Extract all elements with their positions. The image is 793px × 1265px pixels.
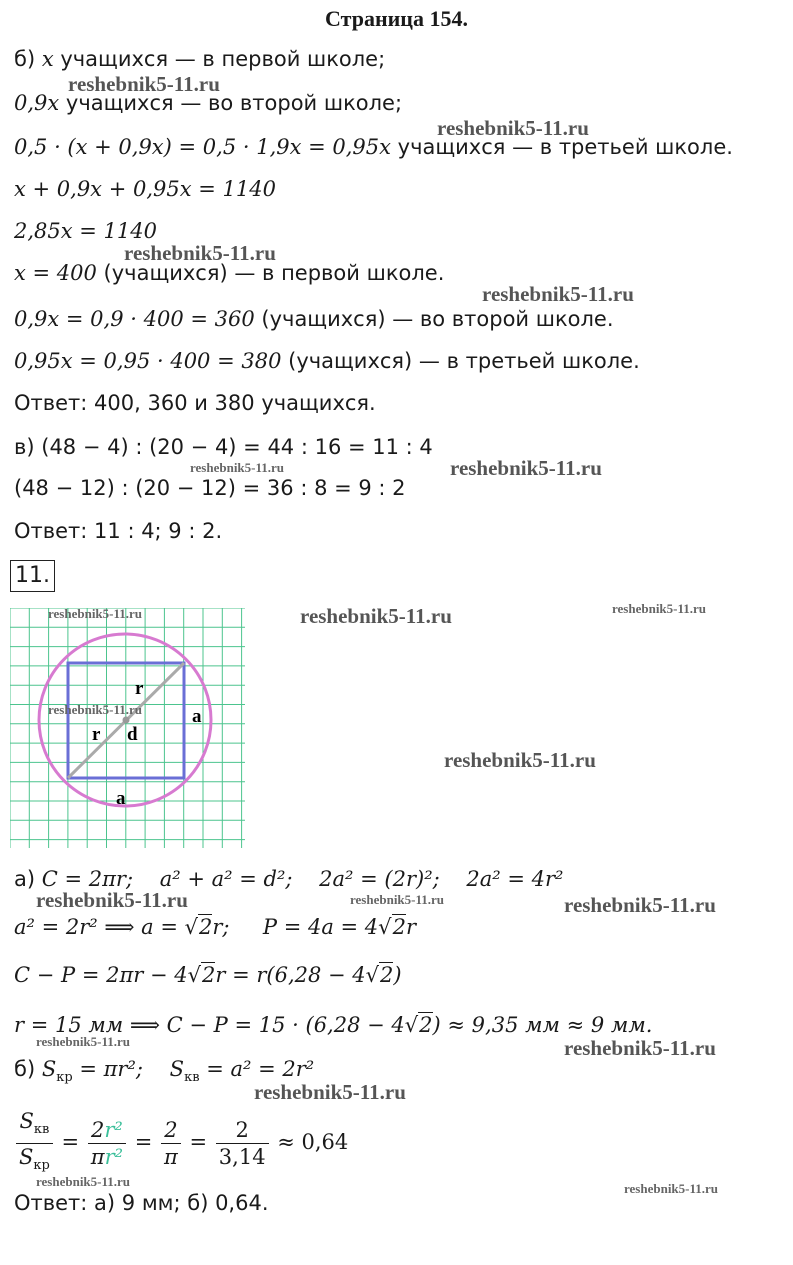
watermark: reshebnik5-11.ru (300, 604, 452, 628)
watermark: reshebnik5-11.ru (254, 1080, 406, 1104)
fraction-line: $\frac{S_{кв}}{S_{кр}}$ = $\frac{\text{2r²}}{\text{πr²}}$ = $\frac{2}{\pi}$ = $\frac{2}{3,14}$ ≈ 0,64 (14, 1108, 348, 1179)
watermark: reshebnik5-11.ru (624, 1181, 719, 1196)
text-line: 0,9x учащихся — во второй школе; (14, 91, 403, 115)
watermark: reshebnik5-11.ru (564, 1036, 716, 1060)
equation: (48 − 12) : (20 − 12) = 36 : 8 = 9 : 2 (14, 476, 406, 500)
text-line: б) x учащихся — в первой школе; (14, 47, 386, 71)
page-title: Страница 154. (325, 6, 468, 31)
answer-line: Ответ: а) 9 мм; б) 0,64. (14, 1191, 269, 1215)
watermark: reshebnik5-11.ru (350, 892, 445, 907)
fraction-2-pi: $\frac{2}{\pi}$ (161, 1117, 181, 1170)
equation-line-a4: r = 15 мм ⟹ C − P = 15 · (6,28 − 4√2) ≈ 9,35 мм ≈ 9 мм. (14, 1013, 653, 1037)
watermark: reshebnik5-11.ru (36, 1034, 131, 1049)
fraction-2-314: $\frac{2}{3,14}$ (216, 1117, 269, 1170)
fraction-2r2-pir2: $\frac{\text{2r²}}{\text{πr²}}$ (88, 1117, 126, 1170)
label-a-right: a (192, 706, 202, 727)
equation-line-a2: a² = 2r² ⟹ a = √2r; P = 4a = 4√2r (14, 915, 416, 939)
watermark: reshebnik5-11.ru (444, 748, 596, 772)
label-d: d (127, 724, 138, 745)
watermark: reshebnik5-11.ru (564, 893, 716, 917)
equation: в) (48 − 4) : (20 − 4) = 44 : 16 = 11 : 4 (14, 435, 433, 459)
equation-line-a3: C − P = 2πr − 4√2r = r(6,28 − 4√2) (14, 963, 402, 987)
text-line: 0,9x = 0,9 · 400 = 360 (учащихся) — во второй школе. (14, 307, 614, 331)
equation: 2,85x = 1140 (14, 219, 157, 243)
text-line: 0,5 · (x + 0,9x) = 0,5 · 1,9x = 0,95x учащихся — в третьей школе. (14, 135, 733, 159)
watermark: reshebnik5-11.ru (190, 460, 285, 475)
label-r-top: r (135, 678, 144, 699)
task-number: 11. (10, 560, 55, 592)
answer-line: Ответ: 400, 360 и 380 учащихся. (14, 391, 376, 415)
watermark: reshebnik5-11.ru (48, 702, 143, 717)
fraction-s-ratio: $\frac{S_{кв}}{S_{кр}}$ (16, 1108, 53, 1179)
answer-line: Ответ: 11 : 4; 9 : 2. (14, 519, 223, 543)
text-line: x = 400 (учащихся) — в первой школе. (14, 261, 445, 285)
text-line: 0,95x = 0,95 · 400 = 380 (учащихся) — в третьей школе. (14, 349, 640, 373)
watermark: reshebnik5-11.ru (437, 116, 589, 140)
watermark: reshebnik5-11.ru (124, 241, 276, 265)
equation-line-a1: а) C = 2πr; a² + a² = d²; 2a² = (2r)²; 2a² = 4r² (14, 867, 564, 891)
label-r-left: r (92, 724, 101, 745)
watermark: reshebnik5-11.ru (36, 1174, 131, 1189)
watermark: reshebnik5-11.ru (68, 72, 220, 96)
watermark: reshebnik5-11.ru (450, 456, 602, 480)
equation: x + 0,9x + 0,95x = 1140 (14, 177, 276, 201)
watermark: reshebnik5-11.ru (48, 606, 143, 621)
watermark: reshebnik5-11.ru (612, 601, 707, 616)
watermark: reshebnik5-11.ru (36, 888, 188, 912)
watermark: reshebnik5-11.ru (482, 282, 634, 306)
label-a-bottom: a (116, 788, 126, 809)
circle-square-figure (10, 608, 245, 848)
equation-line-b1: б) $S_{кр} = \pi r^2$; $S_{кв} = a^2 = 2r^2$ (14, 1057, 315, 1086)
